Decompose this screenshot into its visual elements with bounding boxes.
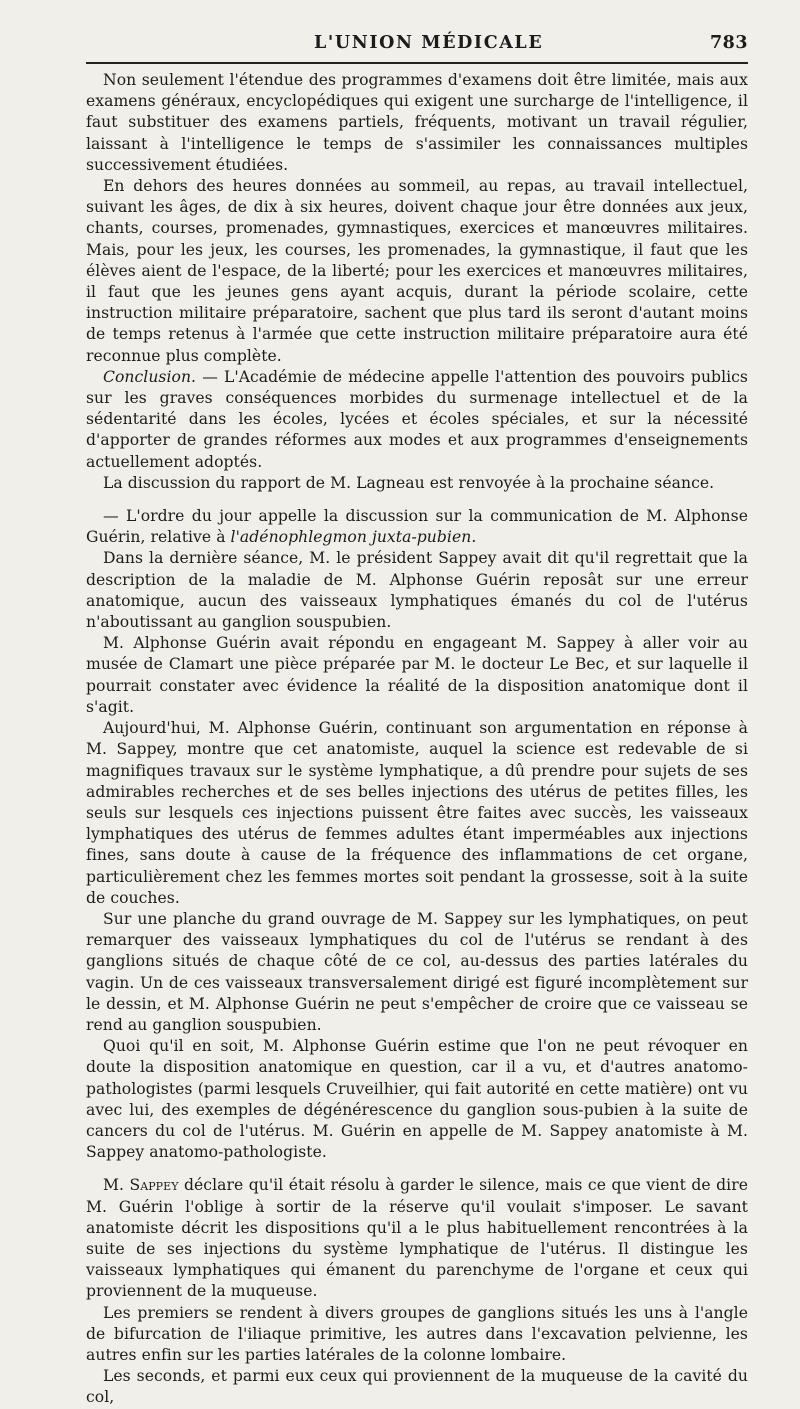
paragraph: Les premiers se rendent à divers groupes de ganglions situés les uns à l'angle de bifurcation de l'iliaque primitive, les autres dans l'excavation pelvienne, les autres enfin sur les parties latérales de la colonne lombaire.: [86, 1303, 748, 1364]
paragraph-order-of-day: — L'ordre du jour appelle la discussion sur la communication de M. Alphonse Guérin, relative à l'adénophlegmon juxta-pubien.: [86, 507, 748, 547]
paragraph: La discussion du rapport de M. Lagneau est renvoyée à la prochaine séance.: [103, 473, 715, 492]
journal-title: L'UNION MÉDICALE: [314, 33, 544, 53]
body-text: [86, 70, 748, 1409]
paragraph: En dehors des heures données au sommeil, au repas, au travail intellectuel, suivant les âges, de dix à six heures, doivent chaque jour être données aux jeux, chants, courses, promenades, gymnastiques, exercices et manœuvres militaires. Mais, pour les jeux, les courses, les promenades, la gymnastique, il faut que les élèves aient de l'espace, de la liberté; pour les exercices et manœuvres militaires, il faut que les jeunes gens ayant acquis, durant la période scolaire, cette instruction militaire préparatoire, sachent que plus tard ils seront d'autant moins de temps retenus à l'armée que cette instruction militaire préparatoire aura été reconnue plus complète.: [86, 177, 748, 365]
speaker-name: Sappey: [129, 1176, 179, 1195]
paragraph: M. Alphonse Guérin avait répondu en engageant M. Sappey à aller voir au musée de Clamart une pièce préparée par M. le docteur Le Bec, et sur laquelle il pourrait constater avec évidence la réalité de la disposition anatomique dont il s'agit.: [86, 634, 748, 716]
paragraph: Les seconds, et parmi eux ceux qui proviennent de la muqueuse de la cavité du col,: [86, 1367, 748, 1407]
paragraph-sappey: M. Sappey déclare qu'il était résolu à garder le silence, mais ce que vient de dire M. Guérin l'oblige à sortir de la réserve qu'il voulait s'imposer. Le savant anatomiste décrit les dispositions qu'il a le plus habituellement rencontrées à la suite de ses injections du système lymphatique de l'utérus. Il distingue les vaisseaux lymphatiques qui émanent du parenchyme de l'organe et ceux qui proviennent de la muqueuse.: [86, 1176, 748, 1301]
paragraph-conclusion: Conclusion. — L'Académie de médecine appelle l'attention des pouvoirs publics sur les graves conséquences morbides du surmenage intellectuel et de la sédentarité dans les écoles, lycées et écoles spéciales, et sur la nécessité d'apporter de grandes réformes aux modes et aux programmes d'enseignements actuellement adoptés.: [86, 367, 748, 471]
paragraph: Non seulement l'étendue des programmes d'examens doit être limitée, mais aux examens généraux, encyclopédiques qui exigent une surcharge de l'intelligence, il faut substituer des examens partiels, fréquents, motivant un travail régulier, laissant à l'intelligence le temps de s'assimiler les connaissances multiples successivement étudiées.: [86, 71, 748, 174]
page-header: [86, 0, 748, 62]
topic-title: l'adénophlegmon juxta-pubien.: [230, 528, 477, 547]
paragraph: Quoi qu'il en soit, M. Alphonse Guérin estime que l'on ne peut révoquer en doute la disposition anatomique en question, car il a vu, et d'autres anatomo-pathologistes (parmi lesquels Cruveilhier, qui fait autorité en cette matière) ont vu avec lui, des exemples de dégénérescence du ganglion sous-pubien à la suite de cancers du col de l'utérus. M. Guérin en appelle de M. Sappey anatomiste à M. Sappey anatomo-pathologiste.: [86, 1037, 748, 1162]
paragraph: Dans la dernière séance, M. le président Sappey avait dit qu'il regrettait que la description de la maladie de M. Alphonse Guérin reposât sur une erreur anatomique, aucun des vaisseaux lymphatiques émanés du col de l'utérus n'aboutissant au ganglion souspubien.: [86, 549, 748, 632]
page-number: 783: [709, 33, 748, 53]
conclusion-lead: Conclusion.: [103, 367, 197, 386]
paragraph: Aujourd'hui, M. Alphonse Guérin, continuant son argumentation en réponse à M. Sappey, montre que cet anatomiste, auquel la science est redevable de si magnifiques travaux sur le système lymphatique, a dû prendre pour sujets de ses admirables recherches et de ses belles injections des utérus de petites filles, les seuls sur lesquels ces injections puissent être faites avec succès, les vaisseaux lymphatiques des utérus de femmes adultes étant imperméables aux injections fines, sans doute à cause de la fréquence des inflammations de cet organe, particulièrement chez les femmes mortes soit pendant la grossesse, soit à la suite de couches.: [86, 719, 748, 907]
paragraph: Sur une planche du grand ouvrage de M. Sappey sur les lymphatiques, on peut remarquer des vaisseaux lymphatiques du col de l'utérus se rendant à des ganglions situés de chaque côté de ce col, au-dessus des parties latérales du vagin. Un de ces vaisseaux transversalement dirigé est figuré incomplètement sur le dessin, et M. Alphonse Guérin ne peut s'empêcher de croire que ce vaisseau se rend au ganglion souspubien.: [86, 909, 748, 1034]
header-rule: [86, 62, 748, 64]
